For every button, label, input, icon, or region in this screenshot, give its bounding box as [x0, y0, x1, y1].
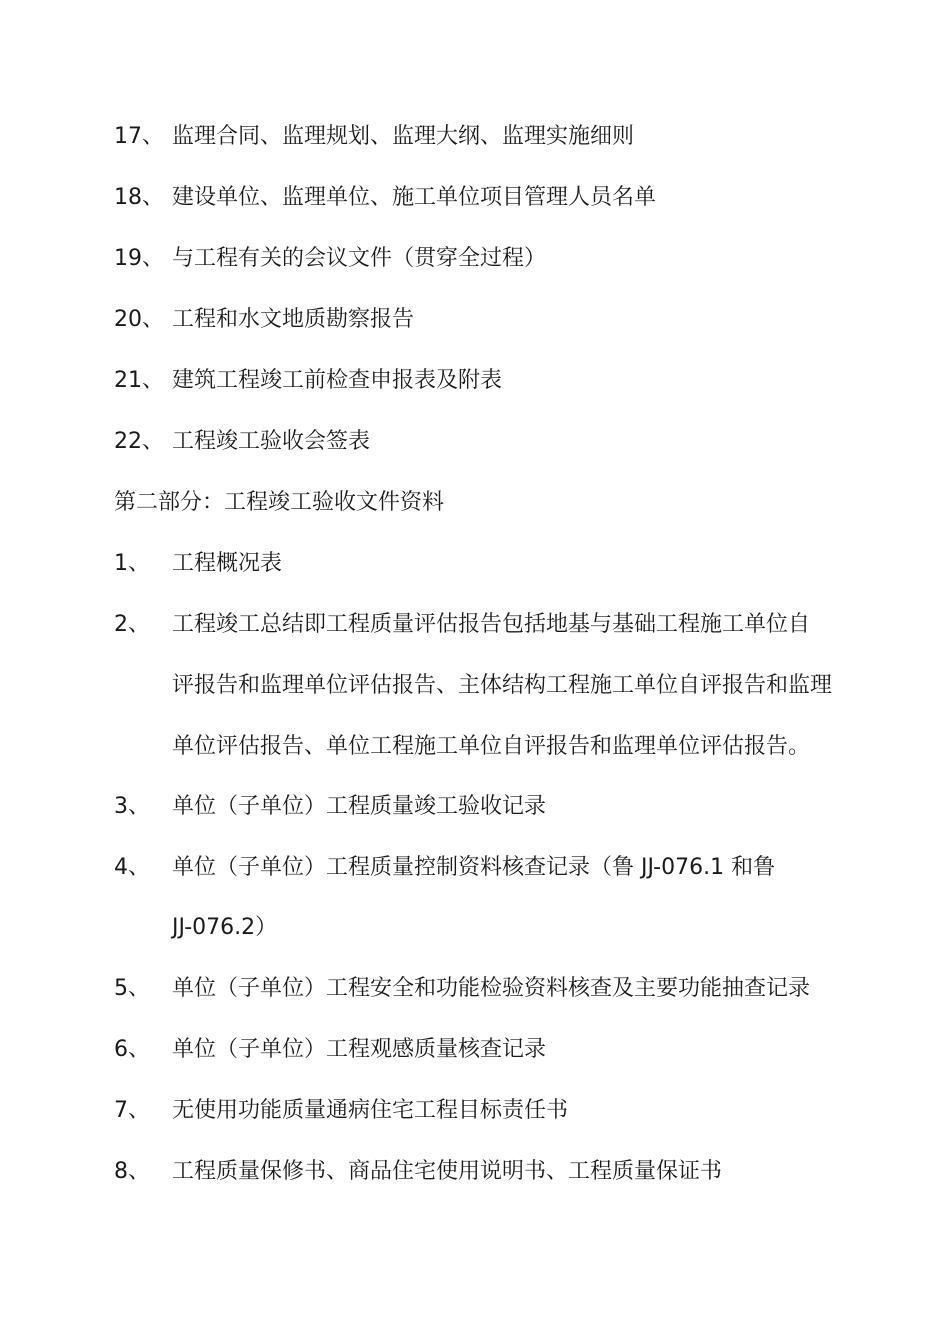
- item-number: 6、: [114, 1037, 150, 1062]
- item-text: 单位（子单位）工程质量竣工验收记录: [172, 794, 547, 819]
- item-text: JJ-076.2）: [172, 915, 278, 940]
- item-number: 20、: [114, 307, 164, 332]
- section-heading-text: 第二部分：工程竣工验收文件资料: [114, 490, 445, 515]
- item-text: 工程和水文地质勘察报告: [172, 307, 415, 332]
- item-text: 单位（子单位）工程质量控制资料核查记录（鲁 JJ-076.1 和鲁: [172, 855, 776, 880]
- item-text: 建设单位、监理单位、施工单位项目管理人员名单: [172, 185, 657, 210]
- item-text: 工程竣工总结即工程质量评估报告包括地基与基础工程施工单位自: [172, 612, 811, 637]
- item-number: 1、: [114, 551, 150, 576]
- item-number: 22、: [114, 429, 164, 454]
- item-number: 17、: [114, 124, 164, 149]
- item-number: 4、: [114, 855, 150, 880]
- item-text: 单位（子单位）工程安全和功能检验资料核查及主要功能抽查记录: [172, 976, 811, 1001]
- item-text: 无使用功能质量通病住宅工程目标责任书: [172, 1098, 569, 1123]
- item-number: 8、: [114, 1159, 150, 1184]
- item-number: 21、: [114, 368, 164, 393]
- item-number: 18、: [114, 185, 164, 210]
- item-number: 3、: [114, 794, 150, 819]
- item-text: 与工程有关的会议文件（贯穿全过程）: [172, 246, 547, 271]
- item-text: 工程竣工验收会签表: [172, 429, 371, 454]
- item-text: 工程质量保修书、商品住宅使用说明书、工程质量保证书: [172, 1159, 723, 1184]
- item-number: 2、: [114, 612, 150, 637]
- item-text: 工程概况表: [172, 551, 283, 576]
- item-text: 评报告和监理单位评估报告、主体结构工程施工单位自评报告和监理: [172, 673, 833, 698]
- item-number: 19、: [114, 246, 164, 271]
- item-text: 单位（子单位）工程观感质量核查记录: [172, 1037, 547, 1062]
- item-text: 建筑工程竣工前检查申报表及附表: [172, 368, 503, 393]
- item-number: 7、: [114, 1098, 150, 1123]
- item-text: 监理合同、监理规划、监理大纲、监理实施细则: [172, 124, 635, 149]
- item-number: 5、: [114, 976, 150, 1001]
- item-text: 单位评估报告、单位工程施工单位自评报告和监理单位评估报告。: [172, 734, 811, 759]
